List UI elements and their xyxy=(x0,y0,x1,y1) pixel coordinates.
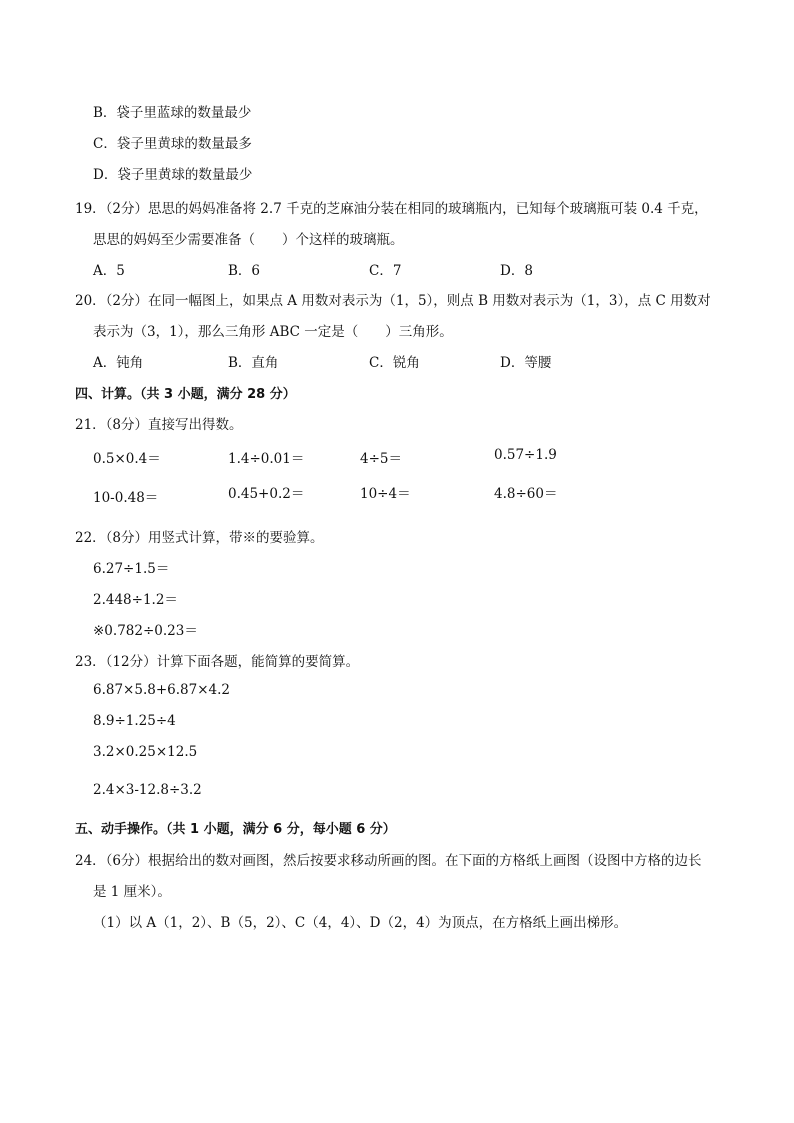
q21-r1-c1: 0.5×0.4＝ xyxy=(93,451,161,467)
q22-item-3: ※0.782÷0.23＝ xyxy=(93,623,198,639)
q21-r1-c4: 0.57÷1.9 xyxy=(494,447,557,463)
q22-item-1: 6.27÷1.5＝ xyxy=(93,561,170,577)
q24-stem-line1: 24．（6分）根据给出的数对画图，然后按要求移动所画的图。在下面的方格纸上画图（设图中方格的边长 xyxy=(75,853,702,869)
q20-option-c: C．锐角 xyxy=(369,355,420,371)
q19-option-d: D．8 xyxy=(500,263,533,279)
q24-stem-line2: 是 1 厘米）。 xyxy=(93,884,171,900)
section-4-heading: 四、计算。（共 3 小题，满分 28 分） xyxy=(75,387,296,402)
q21-r1-c3: 4÷5＝ xyxy=(360,451,402,467)
q20-option-b: B．直角 xyxy=(228,355,279,371)
section-5-heading: 五、动手操作。（共 1 小题，满分 6 分，每小题 6 分） xyxy=(75,822,396,837)
q23-item-3: 3.2×0.25×12.5 xyxy=(93,744,198,760)
q19-option-b: B．6 xyxy=(228,263,261,279)
q22-item-2: 2.448÷1.2＝ xyxy=(93,592,178,608)
q23-item-2: 8.9÷1.25÷4 xyxy=(93,713,176,729)
q23-title: 23．（12分）计算下面各题，能简算的要简算。 xyxy=(75,654,360,670)
q21-r2-c2: 0.45+0.2＝ xyxy=(228,486,305,502)
q19-option-c: C．7 xyxy=(369,263,402,279)
q18-option-b: B．袋子里蓝球的数量最少 xyxy=(93,105,252,121)
q22-title: 22．（8分）用竖式计算，带※的要验算。 xyxy=(75,530,324,546)
q23-item-1: 6.87×5.8+6.87×4.2 xyxy=(93,682,230,698)
q21-r2-c3: 10÷4＝ xyxy=(360,486,411,502)
q21-title: 21．（8分）直接写出得数。 xyxy=(75,417,243,433)
q18-option-d: D．袋子里黄球的数量最少 xyxy=(93,167,253,183)
q20-option-a: A．钝角 xyxy=(93,355,144,371)
q20-option-d: D．等腰 xyxy=(500,355,552,371)
q18-option-c: C．袋子里黄球的数量最多 xyxy=(93,136,252,152)
q24-subquestion-1: （1）以 A（1，2）、B（5，2）、C（4，4）、D（2，4）为顶点，在方格纸上画出梯形。 xyxy=(93,915,628,931)
q20-stem-line2: 表示为（3，1），那么三角形 ABC 一定是（ ）三角形。 xyxy=(93,324,453,340)
q21-r1-c2: 1.4÷0.01＝ xyxy=(228,451,305,467)
q19-option-a: A．5 xyxy=(93,263,125,279)
q19-stem-line2: 思思的妈妈至少需要准备（ ）个这样的玻璃瓶。 xyxy=(93,232,404,248)
q20-stem-line1: 20．（2分）在同一幅图上，如果点 A 用数对表示为（1，5），则点 B 用数对表示为（1，3），点 C 用数对 xyxy=(75,293,711,309)
q23-item-4: 2.4×3-12.8÷3.2 xyxy=(93,782,202,798)
q19-stem-line1: 19．（2分）思思的妈妈准备将 2.7 千克的芝麻油分装在相同的玻璃瓶内，已知每个玻璃瓶可装 0.4 千克， xyxy=(75,201,708,217)
q21-r2-c1: 10-0.48＝ xyxy=(93,490,159,506)
q21-r2-c4: 4.8÷60＝ xyxy=(494,486,558,502)
